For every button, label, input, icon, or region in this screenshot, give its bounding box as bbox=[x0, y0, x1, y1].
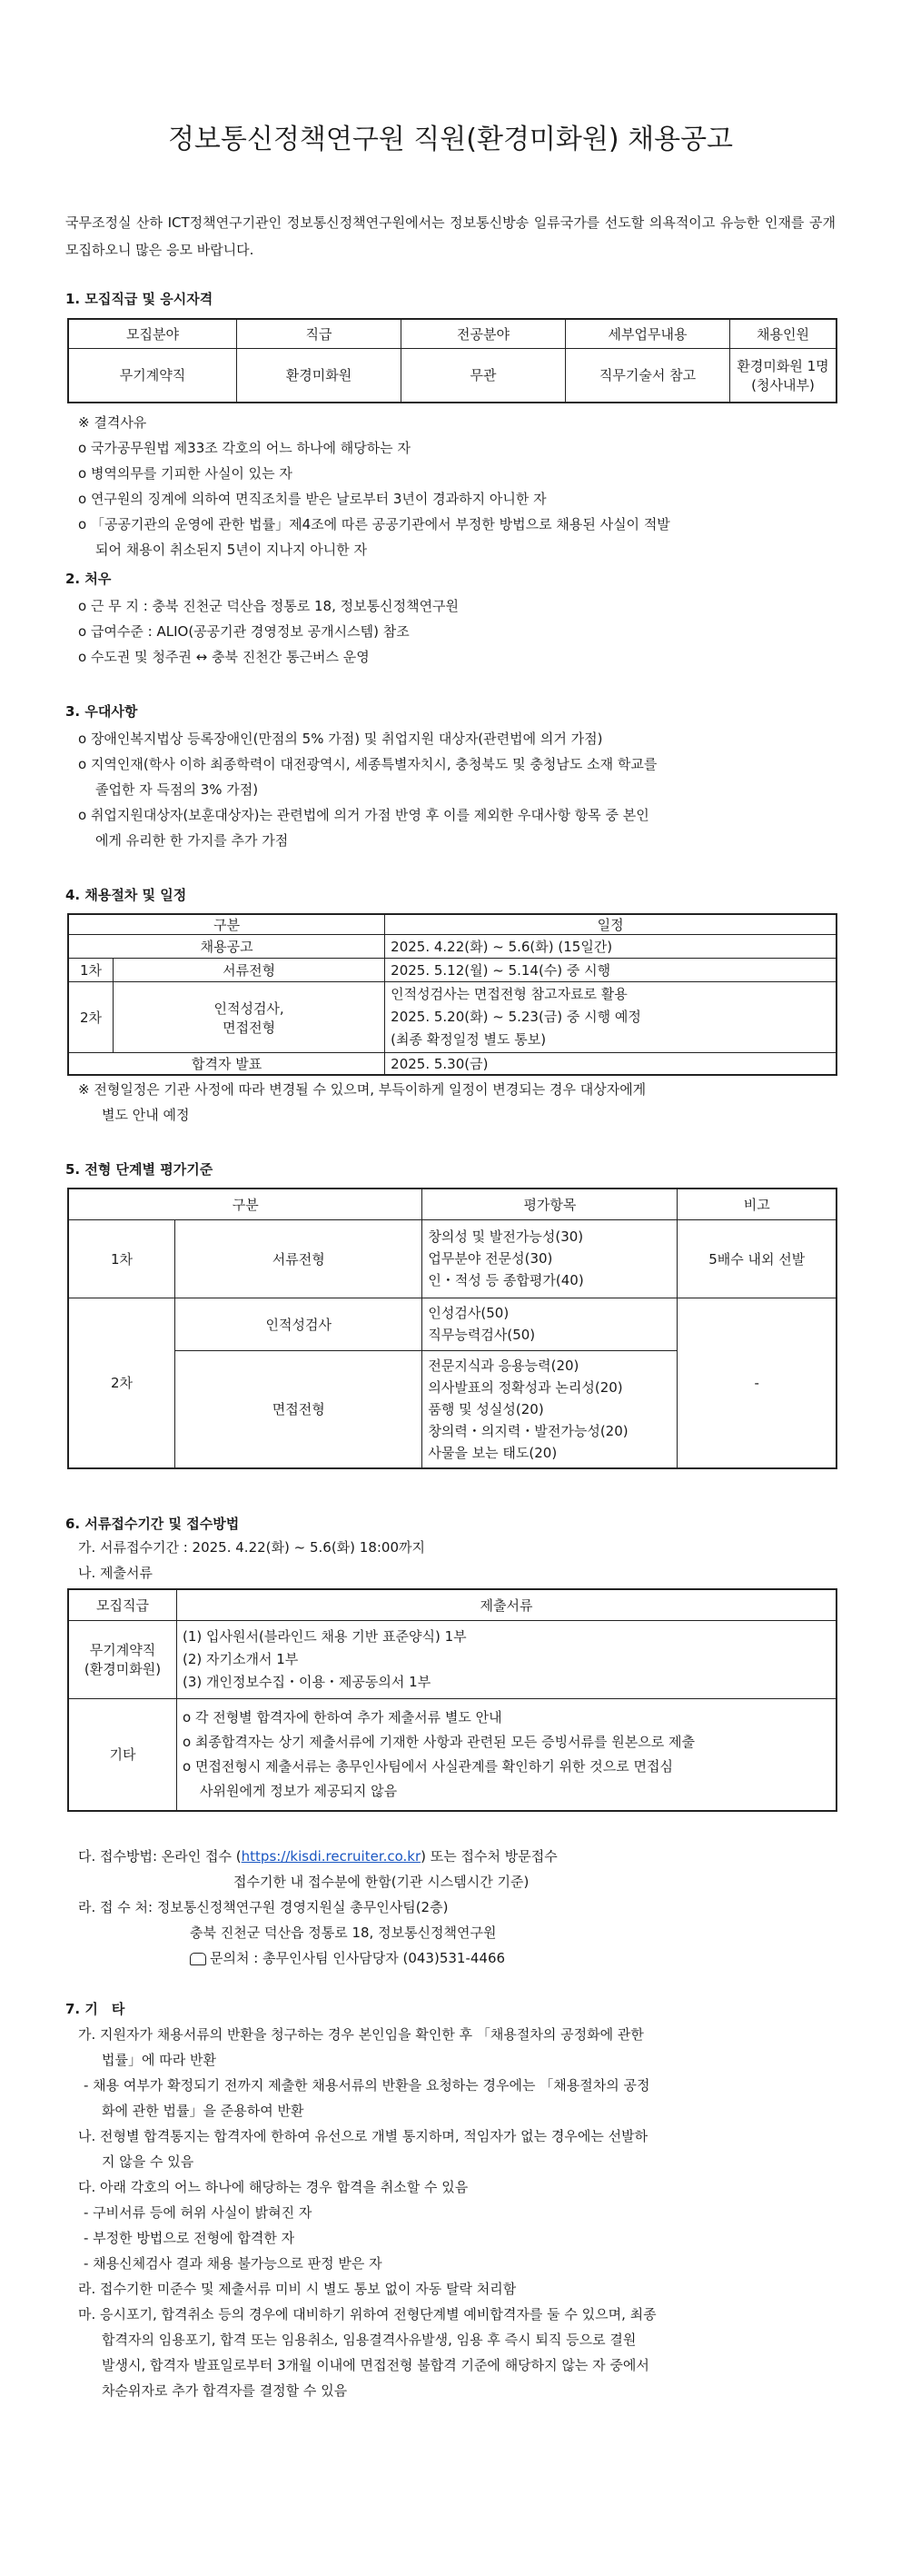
list-item: o 취업지원대상자(보훈대상자)는 관련법에 의거 가점 반영 후 이를 제외한 우대사항 항목 중 본인 bbox=[78, 807, 649, 823]
list-item: o 지역인재(학사 이하 최종학력이 대전광역시, 세종특별자치시, 충청북도 및 충청남도 소재 학교를 bbox=[78, 756, 658, 772]
cell-major: 무관 bbox=[401, 348, 566, 403]
row-value: 2025. 5.12(월) ~ 5.14(수) 중 시행 bbox=[385, 959, 837, 982]
section-4-heading: 4. 채용절차 및 일정 bbox=[65, 887, 187, 903]
header-major: 전공분야 bbox=[401, 319, 566, 348]
method-line-cont: 접수기한 내 접수분에 한함(기관 시스템시간 기준) bbox=[233, 1874, 530, 1890]
section-1-heading: 1. 모집직급 및 응시자격 bbox=[65, 291, 213, 307]
docs-cell: (1) 입사원서(블라인드 채용 기반 표준양식) 1부 (2) 자기소개서 1부 (3) 개인정보수집・이용・제공동의서 1부 bbox=[177, 1620, 837, 1698]
items-cell: 인성검사(50) 직무능력검사(50) bbox=[422, 1298, 678, 1350]
stage-label: 2차 bbox=[68, 1298, 175, 1468]
note-cell: - bbox=[678, 1298, 837, 1468]
list-item: o 장애인복지법상 등록장애인(만점의 5% 가점) 및 취업지원 대상자(관련법에 의거 가점) bbox=[78, 731, 603, 747]
items-cell: 창의성 및 발전가능성(30) 업무분야 전문성(30) 인・적성 등 종합평가(40) bbox=[422, 1219, 678, 1298]
recruitment-table bbox=[67, 318, 837, 403]
row-value: 인적성검사는 면접전형 참고자료로 활용 2025. 5.20(화) ~ 5.23(금) 중 시행 예정 (최종 확정일정 별도 통보) bbox=[385, 982, 837, 1053]
items-cell: 전문지식과 응용능력(20) 의사발표의 정확성과 논리성(20) 품행 및 성실성(20) 창의력・의지력・발전가능성(20) 사물을 보는 태도(20) bbox=[422, 1350, 678, 1468]
etc-line: 발생시, 합격자 발표일로부터 3개월 이내에 면접전형 불합격 기준에 해당하지 않는 자 중에서 bbox=[102, 2357, 649, 2373]
office-line: 라. 접 수 처: 정보통신정책연구원 경영지원실 총무인사팀(2층) bbox=[78, 1899, 449, 1915]
etc-line: - 채용 여부가 확정되기 전까지 제출한 채용서류의 반환을 요청하는 경우에는 「채용절차의 공정 bbox=[84, 2077, 650, 2094]
etc-line: 법률」에 따라 반환 bbox=[102, 2052, 216, 2068]
documents-table bbox=[67, 1588, 837, 1812]
contact-line: 문의처 : 총무인사팀 인사담당자 (043)531-4466 bbox=[190, 1946, 505, 1970]
section-6-heading: 6. 서류접수기간 및 접수방법 bbox=[65, 1516, 240, 1532]
etc-line: 지 않을 수 있음 bbox=[102, 2153, 194, 2170]
type-label: 서류전형 bbox=[175, 1219, 422, 1298]
etc-line: 화에 관한 법률」을 준용하여 반환 bbox=[102, 2103, 304, 2119]
header-type: 모집직급 bbox=[68, 1589, 177, 1620]
header-field: 모집분야 bbox=[68, 319, 237, 348]
note-cell: 5배수 내외 선발 bbox=[678, 1219, 837, 1298]
type-label: 인적성검사 bbox=[175, 1298, 422, 1350]
docs-title: 나. 제출서류 bbox=[78, 1565, 153, 1581]
etc-line: 가. 지원자가 채용서류의 반환을 청구하는 경우 본인임을 확인한 후 「채용절차의 공정화에 관한 bbox=[78, 2026, 644, 2043]
row-label: 채용공고 bbox=[68, 935, 385, 959]
etc-line: - 구비서류 등에 허위 사실이 밝혀진 자 bbox=[84, 2204, 312, 2221]
etc-line: 합격자의 임용포기, 합격 또는 임용취소, 임용결격사유발생, 임용 후 즉시 퇴직 등으로 결원 bbox=[102, 2332, 637, 2348]
header-type: 구분 bbox=[68, 914, 385, 935]
stage-label: 1차 bbox=[68, 1219, 175, 1298]
schedule-table bbox=[67, 913, 837, 1076]
cell-grade: 환경미화원 bbox=[237, 348, 401, 403]
etc-line: 나. 전형별 합격통지는 합격자에 한하여 유선으로 개별 통지하며, 적임자가 없는 경우에는 선발하 bbox=[78, 2128, 649, 2144]
header-schedule: 일정 bbox=[385, 914, 837, 935]
header-duty: 세부업무내용 bbox=[566, 319, 730, 348]
header-type: 구분 bbox=[68, 1189, 422, 1219]
section-3-heading: 3. 우대사항 bbox=[65, 703, 138, 720]
cell-count: 환경미화원 1명 (청사내부) bbox=[730, 348, 837, 403]
list-item-cont: 되어 채용이 취소된지 5년이 지나지 아니한 자 bbox=[95, 542, 367, 558]
list-item: o 수도권 및 청주권 ↔ 충북 진천간 통근버스 운영 bbox=[78, 649, 370, 665]
docs-cell: o 각 전형별 합격자에 한하여 추가 제출서류 별도 안내 o 최종합격자는 상기 제출서류에 기재한 사항과 관련된 모든 증빙서류를 원본으로 제출 o 면접전형시 제출서류는 총무인사팀에서 사실관계를 확인하기 위한 것으로 면접심 사위원에게 정보가 제공되지 않음 bbox=[177, 1698, 837, 1811]
disqualification-title: ※ 결격사유 bbox=[78, 414, 147, 431]
list-item-cont: 에게 유리한 한 가지를 추가 가점 bbox=[95, 832, 289, 849]
cell-field: 무기계약직 bbox=[68, 348, 237, 403]
row-label: 인적성검사, 면접전형 bbox=[114, 982, 385, 1053]
header-note: 비고 bbox=[678, 1189, 837, 1219]
list-item: o 병역의무를 기피한 사실이 있는 자 bbox=[78, 465, 292, 482]
row-value: 2025. 5.30(금) bbox=[385, 1053, 837, 1075]
row-value: 2025. 4.22(화) ~ 5.6(화) (15일간) bbox=[385, 935, 837, 959]
row-label: 합격자 발표 bbox=[68, 1053, 385, 1075]
etc-line: 마. 응시포기, 합격취소 등의 경우에 대비하기 위하여 전형단계별 예비합격자를 둘 수 있으며, 최종 bbox=[78, 2306, 657, 2322]
schedule-note: ※ 전형일정은 기관 사정에 따라 변경될 수 있으며, 부득이하게 일정이 변경되는 경우 대상자에게 bbox=[78, 1081, 647, 1098]
type-label: 면접전형 bbox=[175, 1350, 422, 1468]
row-label: 서류전형 bbox=[114, 959, 385, 982]
list-item: o 「공공기관의 운영에 관한 법률」제4조에 따른 공공기관에서 부정한 방법으로 채용된 사실이 적발 bbox=[78, 516, 670, 532]
schedule-note-cont: 별도 안내 예정 bbox=[102, 1107, 190, 1123]
type-label: 무기계약직 (환경미화원) bbox=[68, 1620, 177, 1698]
evaluation-table bbox=[67, 1188, 837, 1469]
header-docs: 제출서류 bbox=[177, 1589, 837, 1620]
list-item: o 급여수준 : ALIO(공공기관 경영정보 공개시스템) 참조 bbox=[78, 623, 410, 640]
type-label: 기타 bbox=[68, 1698, 177, 1811]
etc-line: 라. 접수기한 미준수 및 제출서류 미비 시 별도 통보 없이 자동 탈락 처리함 bbox=[78, 2281, 517, 2297]
header-grade: 직급 bbox=[237, 319, 401, 348]
apply-link[interactable]: https://kisdi.recruiter.co.kr bbox=[241, 1848, 421, 1865]
section-5-heading: 5. 전형 단계별 평가기준 bbox=[65, 1161, 213, 1178]
address-line: 충북 진천군 덕산읍 정통로 18, 정보통신정책연구원 bbox=[190, 1925, 497, 1941]
stage-label: 2차 bbox=[68, 982, 114, 1053]
etc-line: - 채용신체검사 결과 채용 불가능으로 판정 받은 자 bbox=[84, 2255, 382, 2272]
etc-line: 다. 아래 각호의 어느 하나에 해당하는 경우 합격을 취소할 수 있음 bbox=[78, 2179, 469, 2195]
list-item: o 연구원의 징계에 의하여 면직조치를 받은 날로부터 3년이 경과하지 아니한 자 bbox=[78, 491, 547, 507]
stage-label: 1차 bbox=[68, 959, 114, 982]
header-items: 평가항목 bbox=[422, 1189, 678, 1219]
intro-paragraph: 국무조정실 산하 ICT정책연구기관인 정보통신정책연구원에서는 정보통신방송 일류국가를 선도할 의욕적이고 유능한 인재를 공개모집하오니 많은 응모 바랍니다. bbox=[65, 214, 836, 258]
section-7-heading: 7. 기 타 bbox=[65, 2001, 125, 2017]
cell-duty: 직무기술서 참고 bbox=[566, 348, 730, 403]
period-line: 가. 서류접수기간 : 2025. 4.22(화) ~ 5.6(화) 18:00까지 bbox=[78, 1539, 425, 1556]
phone-icon bbox=[190, 1953, 206, 1965]
method-line: 다. 접수방법: 온라인 접수 (https://kisdi.recruiter.co.kr) 또는 접수처 방문접수 bbox=[78, 1848, 558, 1865]
list-item: o 근 무 지 : 충북 진천군 덕산읍 정통로 18, 정보통신정책연구원 bbox=[78, 598, 460, 614]
etc-line: - 부정한 방법으로 전형에 합격한 자 bbox=[84, 2230, 295, 2246]
header-count: 채용인원 bbox=[730, 319, 837, 348]
page-title: 정보통신정책연구원 직원(환경미화원) 채용공고 bbox=[167, 124, 734, 155]
etc-line: 차순위자로 추가 합격자를 결정할 수 있음 bbox=[102, 2382, 348, 2399]
list-item-cont: 졸업한 자 득점의 3% 가점) bbox=[95, 781, 259, 798]
list-item: o 국가공무원법 제33조 각호의 어느 하나에 해당하는 자 bbox=[78, 440, 411, 456]
section-2-heading: 2. 처우 bbox=[65, 571, 112, 587]
